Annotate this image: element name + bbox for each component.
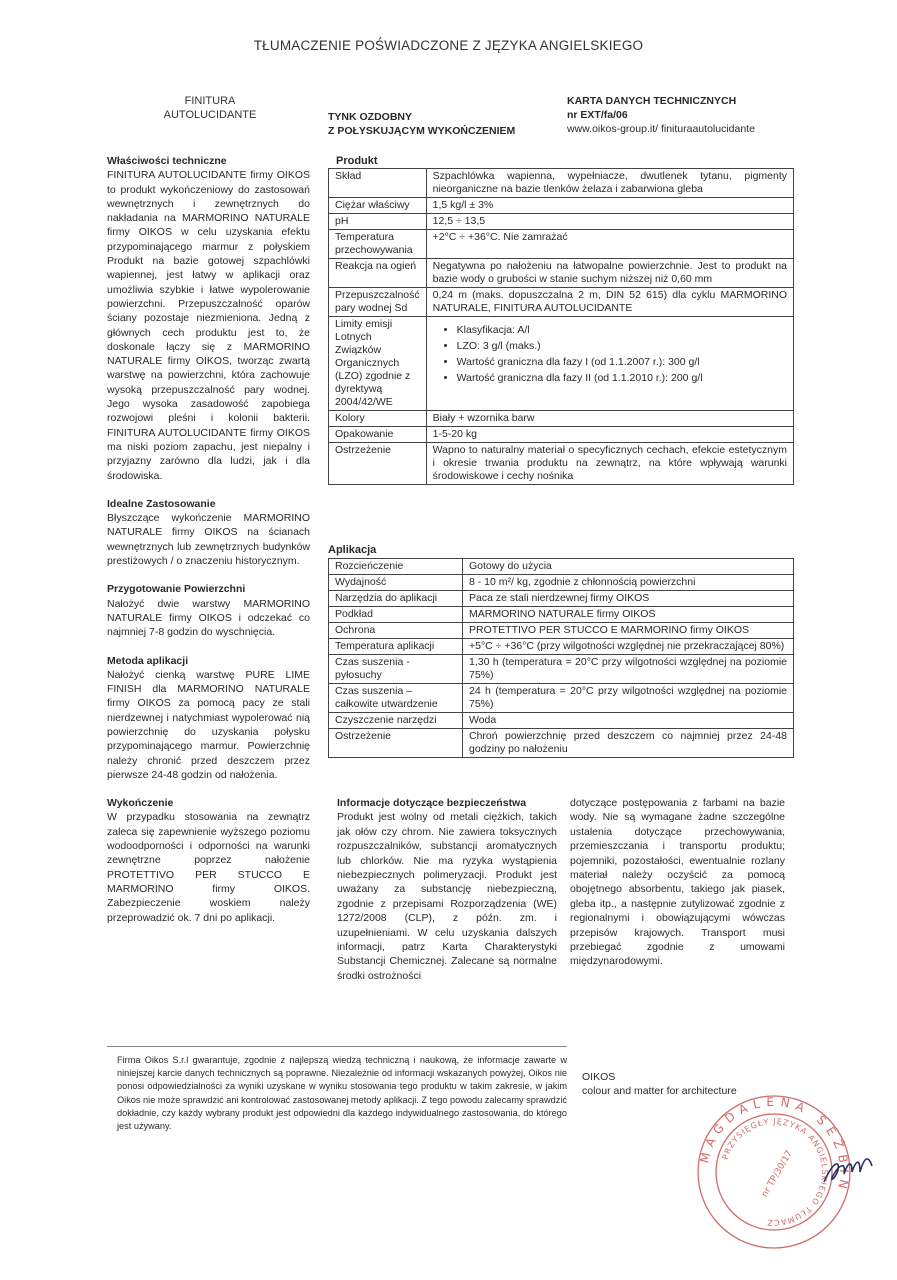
sheet-info	[567, 94, 755, 136]
application_table-row	[329, 639, 794, 655]
application_table-value: 8 - 10 m²/ kg, zgodnie z chłonnością powierzchni	[463, 575, 794, 591]
product-name	[160, 94, 260, 122]
safety-heading: Informacje dotyczące bezpieczeństwa	[337, 797, 527, 809]
sheet-title: KARTA DANYCH TECHNICZNYCH	[567, 95, 737, 107]
application_table-value: PROTETTIVO PER STUCCO E MARMORINO firmy OIKOS	[463, 623, 794, 639]
application_table-label: Ostrzeżenie	[329, 729, 463, 758]
application_table-value: 24 h (temperatura = 20°C przy wilgotności względnej na poziomie 75%)	[463, 684, 794, 713]
sheet-url[interactable]: www.oikos-group.it/ finituraautolucidante	[567, 123, 755, 135]
product_table-label: Kolory	[329, 411, 427, 427]
product_table-label: Ciężar właściwy	[329, 198, 427, 214]
application_table-row	[329, 591, 794, 607]
application_table-value: MARMORINO NATURALE firmy OIKOS	[463, 607, 794, 623]
application_table-row	[329, 575, 794, 591]
product_table-row	[329, 427, 794, 443]
product_table-value: Szpachlówka wapienna, wypełniacze, dwutlenek tytanu, pigmenty nieorganiczne na bazie tlenków żelaza i zabarwiona gleba	[426, 169, 793, 198]
safety-info-col2	[570, 796, 785, 969]
sheet-number: nr EXT/fa/06	[567, 109, 628, 121]
product_table-label: Skład	[329, 169, 427, 198]
product_table-value: 0,24 m (maks. dopuszczalna 2 m, DIN 52 615) dla cyklu MARMORINO NATURALE, FINITURA AUTOLUCIDANTE	[426, 288, 793, 317]
application_table-value: Chroń powierzchnię przed deszczem co najmniej przez 24-48 godziny po nałożeniu	[463, 729, 794, 758]
footer-disclaimer: Firma Oikos S.r.l gwarantuje, zgodnie z najlepszą wiedzą techniczną i naukową, że informacje zawarte w niniejszej karcie danych technicznych są poprawne. Niezależnie od informacji wskazanych powyżej, Oikos nie ponosi odpowiedzialności za wyniki uzyskane w wyniku stosowania tego produktu w takim zakresie, w jakim Oikos nie może sprawdzić ani kontrolować zastosowanej metody aplikacji. Z tego powodu zalecamy sprawdzić dokładnie, czy każdy wybrany produkt jest odpowiedni dla każdego indywidualnego zastosowania, do którego jest używany.	[117, 1055, 567, 1132]
stamp-inner-text: PRZYSIĘGŁY JĘZYKA ANGIELSKIEGO TŁUMACZ	[720, 1116, 830, 1228]
application-section-heading: Aplikacja	[328, 544, 377, 556]
product_table-row	[329, 198, 794, 214]
application_table-row	[329, 655, 794, 684]
tech-props-heading: Właściwości techniczne	[107, 155, 227, 167]
application_table-value: Gotowy do użycia	[463, 559, 794, 575]
product_table-row	[329, 443, 794, 485]
product_table-row	[329, 411, 794, 427]
stamp-number: nr TP/30/17	[760, 1148, 795, 1200]
product_table-row	[329, 259, 794, 288]
product_table-value: +2°C ÷ +36°C. Nie zamrażać	[426, 230, 793, 259]
stamp-outer-text: MAGDALENA SEŻBIN	[697, 1094, 852, 1196]
company-tagline: colour and matter for architecture	[582, 1085, 737, 1097]
product-name-line2: AUTOLUCIDANTE	[163, 109, 257, 121]
product_table-value: 1-5-20 kg	[426, 427, 793, 443]
product_table-label: Ostrzeżenie	[329, 443, 427, 485]
product_table-row	[329, 288, 794, 317]
method-text: Nałożyć cienką warstwę PURE LIME FINISH dla MARMORINO NATURALE firmy OIKOS za pomocą pacy ze stali nierdzewnej i natychmiast wypolerować nią powierzchnię do uzyskania połysku przypominającego marmur. Powierzchnię należy chronić przed deszczem przez pierwsze 24-48 godzin od nałożenia.	[107, 668, 310, 781]
application_table-row	[329, 607, 794, 623]
product_table-value	[426, 317, 793, 411]
finish-text: W przypadku stosowania na zewnątrz zaleca się zapewnienie wyższego poziomu wodoodporności i odporności na warunki zewnętrzne poprzez nałożenie PROTETTIVO PER STUCCO E MARMORINO firmy OIKOS. Zabezpieczenie woskiem należy przeprowadzić ok. 7 dni po aplikacji.	[107, 811, 310, 924]
product-name-line1: FINITURA	[184, 95, 236, 107]
product_table-row	[329, 317, 794, 411]
product_table-bullet-list	[433, 322, 787, 386]
product_table-bullet-item: • Wartość graniczna dla fazy II (od 1.1.2010 r.): 200 g/l	[457, 370, 787, 386]
application_table-label: Czyszczenie narzędzi	[329, 713, 463, 729]
application_table-label: Narzędzia do aplikacji	[329, 591, 463, 607]
product_table-label: Limity emisji Lotnych Związków Organicznych (LZO) zgodnie z dyrektywą 2004/42/WE	[329, 317, 427, 411]
application_table-label: Wydajność	[329, 575, 463, 591]
application_table-value: Paca ze stali nierdzewnej firmy OIKOS	[463, 591, 794, 607]
safety-info-col1	[337, 796, 557, 983]
product_table-row	[329, 214, 794, 230]
safety-text-col2: dotyczące postępowania z farbami na bazie wody. Nie są wymagane żadne szczególne ustalenia dotyczące przechowywania, przemieszczania i transportu produktu; pojemniki, pozostałości, ewentualnie rozlany materiał należy oczyścić za pomocą obojętnego absorbentu, takiego jak piasek, gleba itp., a następnie zutylizować zgodnie z regionalnymi i obowiązującymi wówczas przepisów krajowych. Transport musi przebiegać zgodnie z umowami międzynarodowymi.	[570, 797, 785, 968]
application-table	[328, 558, 794, 758]
document-title: TŁUMACZENIE POŚWIADCZONE Z JĘZYKA ANGIELSKIEGO	[253, 38, 644, 53]
product_table-value: 12,5 ÷ 13,5	[426, 214, 793, 230]
product_table-row	[329, 230, 794, 259]
application_table-row	[329, 684, 794, 713]
product-section-heading: Produkt	[336, 155, 378, 167]
product_table-label: pH	[329, 214, 427, 230]
left-column	[107, 154, 310, 939]
product-type-line1: TYNK OZDOBNY	[328, 111, 412, 123]
application_table-label: Podkład	[329, 607, 463, 623]
product-table	[328, 168, 794, 485]
footer-divider	[107, 1046, 567, 1047]
application_table-label: Czas suszenia - pyłosuchy	[329, 655, 463, 684]
surface-prep-text: Nałożyć dwie warstwy MARMORINO NATURALE firmy OIKOS i odczekać co najmniej 7-8 godzin do wyschnięcia.	[107, 597, 310, 639]
product_table-value: 1,5 kg/l ± 3%	[426, 198, 793, 214]
application_table-label: Ochrona	[329, 623, 463, 639]
product_table-bullet-item: • Wartość graniczna dla fazy I (od 1.1.2007 r.): 300 g/l	[457, 354, 787, 370]
finish-heading: Wykończenie	[107, 797, 174, 810]
product_table-value: Negatywna po nałożeniu na łatwopalne powierzchnie. Jest to produkt na bazie wody o grubości w stanie suchym niższej niż 0,60 mm	[426, 259, 793, 288]
product-type	[328, 110, 515, 138]
product_table-bullet-item: • LZO: 3 g/l (maks.)	[457, 338, 787, 354]
ideal-use-heading: Idealne Zastosowanie	[107, 497, 216, 510]
product_table-label: Reakcja na ogień	[329, 259, 427, 288]
ideal-use-text: Błyszczące wykończenie MARMORINO NATURALE firmy OIKOS na ścianach wewnętrznych lub zewnętrznych budynków prestiżowych / o znaczeniu historycznym.	[107, 512, 310, 568]
application_table-value: 1,30 h (temperatura = 20°C przy wilgotności względnej na poziomie 75%)	[463, 655, 794, 684]
signature	[818, 1144, 878, 1194]
application_table-value: Woda	[463, 713, 794, 729]
product_table-label: Opakowanie	[329, 427, 427, 443]
product_table-value: Wapno to naturalny materiał o specyficznych cechach, efekcie estetycznym i okresie trwania produktu na zewnątrz, na które wpływają warunki środowiskowe i cechy nośnika	[426, 443, 793, 485]
safety-text-col1: Produkt jest wolny od metali ciężkich, takich jak ołów czy chrom. Nie zawiera toksycznych rozpuszczalników, substancji aromatycznych lub chlorków. Nie ma ryzyka wystąpienia niebezpiecznych polimeryzacji. Produkt jest uważany za substancję niebezpieczną, zgodnie z przepisami Rozporządzenia (WE) 1272/2008 (CLP), z późn. zm. i uzupełnieniami. W celu uzyskania dalszych informacji, patrz Karta Charakterystyki Substancji Chemicznej. Zalecane są normalne środki ostrożności	[337, 811, 557, 982]
product_table-label: Przepuszczalność pary wodnej Sd	[329, 288, 427, 317]
product_table-label: Temperatura przechowywania	[329, 230, 427, 259]
company-name: OIKOS	[582, 1071, 616, 1083]
application_table-label: Czas suszenia – całkowite utwardzenie	[329, 684, 463, 713]
application_table-label: Temperatura aplikacji	[329, 639, 463, 655]
product_table-row	[329, 169, 794, 198]
product_table-bullet-item: • Klasyfikacja: A/l	[457, 322, 787, 338]
product-type-line2: Z POŁYSKUJĄCYM WYKOŃCZENIEM	[328, 125, 516, 137]
application_table-label: Rozcieńczenie	[329, 559, 463, 575]
application_table-value: +5°C ÷ +36°C (przy wilgotności względnej nie przekraczającej 80%)	[463, 639, 794, 655]
application_table-row	[329, 729, 794, 758]
application_table-row	[329, 559, 794, 575]
application_table-row	[329, 623, 794, 639]
product_table-value: Biały + wzornika barw	[426, 411, 793, 427]
application_table-row	[329, 713, 794, 729]
surface-prep-heading: Przygotowanie Powierzchni	[107, 583, 246, 596]
method-heading: Metoda aplikacji	[107, 654, 189, 667]
tech-props-text: FINITURA AUTOLUCIDANTE firmy OIKOS to produkt wykończeniowy do zastosowań wewnętrznych i zewnętrznych do nakładania na MARMORINO NATURALE firmy OIKOS w celu uzyskania efektu przypominającego marmur z połyskiem Produkt na bazie gotowej szpachlówki wapiennej, jest łatwy w aplikacji oraz umożliwia szybkie i łatwe wypolerowanie powierzchni. Przepuszczalność oparów ściany pozostaje niezmieniona. Jedną z głównych cech produktu jest to, że doskonale łączy się z MARMORINO NATURALE firmy OIKOS, tworząc zwartą warstwę na powierzchni, która zachowuje wysoką przepuszczalność pary wodnej. Jego wysoka zasadowość zapobiega rozwojowi pleśni i kolonii bakterii. FINITURA AUTOLUCIDANTE firmy OIKOS ma niski poziom zapachu, jest niepalny i przyjazny zarówno dla ludzi, jak i dla środowiska.	[107, 169, 310, 482]
